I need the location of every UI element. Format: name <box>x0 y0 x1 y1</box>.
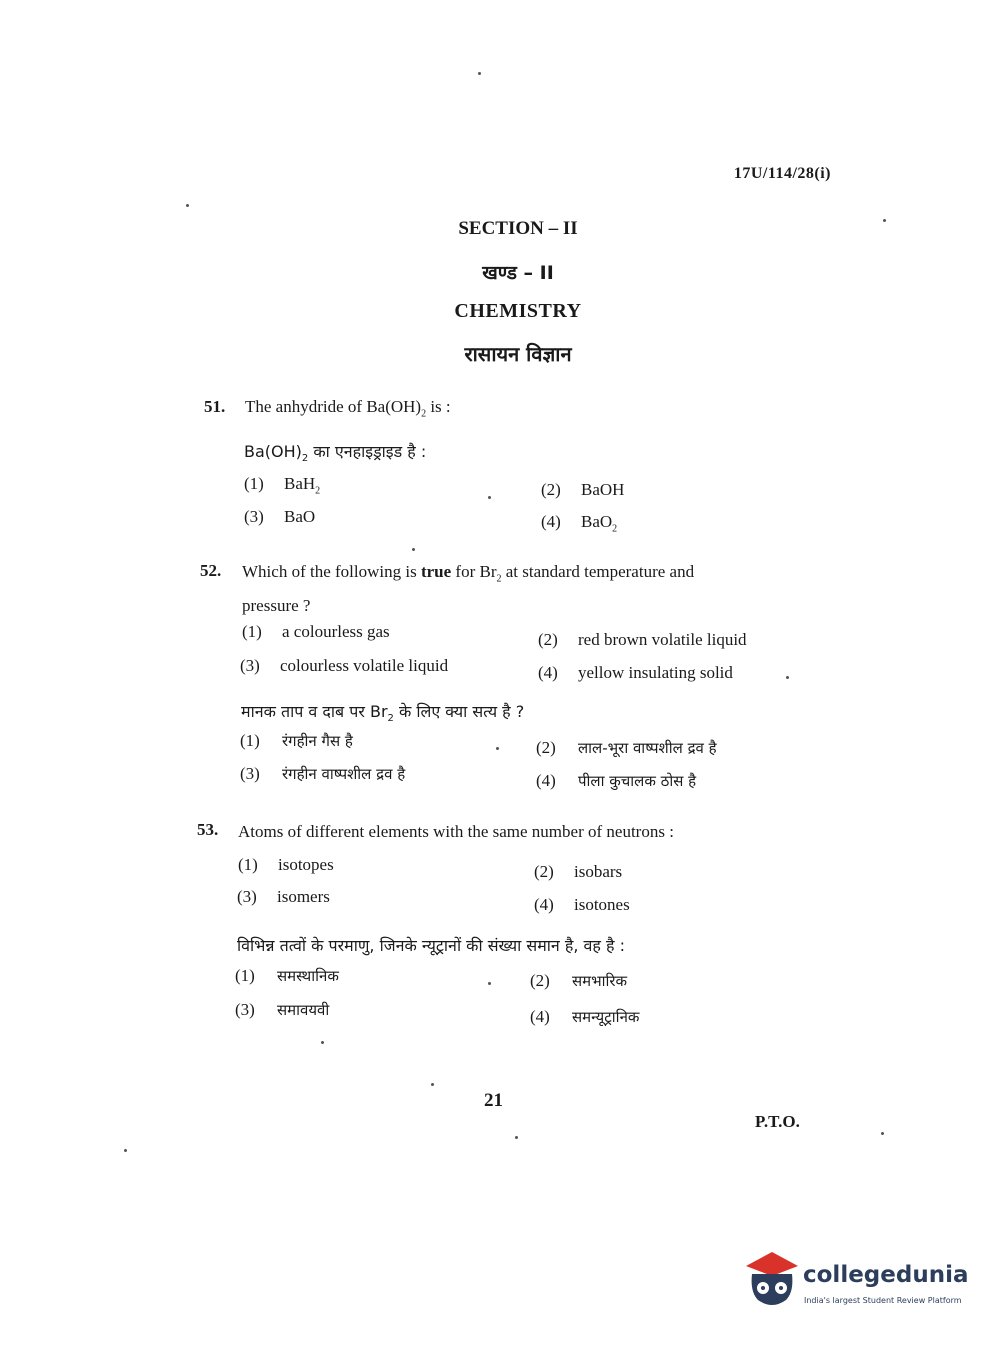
question-number: 51. <box>204 397 226 416</box>
option-hindi-1: (1) समस्थानिक <box>235 966 339 985</box>
option-4: (4) yellow insulating solid <box>538 663 733 682</box>
scan-speck <box>124 1149 127 1152</box>
option-hindi-4: (4) समन्यूट्रानिक <box>530 1007 640 1026</box>
option-2: (2) BaOH <box>541 480 625 499</box>
question-text-hindi: विभिन्न तत्वों के परमाणु, जिनके न्यूट्रानों की संख्या समान है, वह है : <box>237 936 625 955</box>
scan-speck <box>883 219 886 222</box>
option-3: (3) colourless volatile liquid <box>240 656 449 675</box>
option-3: (3) isomers <box>237 887 330 906</box>
scan-speck <box>488 496 491 499</box>
question-text-hindi: $Ba(OH)_2$ का एनहाइड्राइड है : <box>244 442 427 465</box>
paper-code: 17U/114/28(i) <box>733 165 831 182</box>
option-4: (4) isotones <box>534 895 630 914</box>
option-1: (1) a colourless gas <box>242 622 390 641</box>
scan-speck <box>186 204 189 207</box>
option-1: (1) BaH$_2$ <box>244 474 321 497</box>
scan-speck <box>431 1083 434 1086</box>
option-hindi-2: (2) समभारिक <box>530 971 628 990</box>
option-1: (1) isotopes <box>238 855 334 874</box>
option-3: (3) BaO <box>244 507 316 526</box>
scan-speck <box>321 1041 324 1044</box>
question-number: 52. <box>200 561 222 580</box>
option-hindi-2: (2) लाल-भूरा वाष्पशील द्रव है <box>536 738 717 757</box>
subject-title-hindi: रासायन विज्ञान <box>464 342 572 366</box>
scan-speck <box>478 72 481 75</box>
watermark-tagline: India's largest Student Review Platform <box>804 1296 962 1305</box>
question-text: Which of the following is true for $Br_2$ at standard temperature and pressure ? <box>242 562 695 616</box>
question-text-hindi: मानक ताप व दाब पर $Br_2$ के लिए क्या सत्य है ? <box>241 702 525 725</box>
scan-speck <box>496 747 499 750</box>
page-number: 21 <box>484 1090 503 1111</box>
scan-speck <box>881 1132 884 1135</box>
scan-speck <box>412 548 415 551</box>
option-hindi-4: (4) पीला कुचालक ठोस है <box>536 771 697 790</box>
option-hindi-3: (3) समावयवी <box>235 1000 330 1019</box>
scan-speck <box>786 676 789 679</box>
question-number: 53. <box>197 820 219 839</box>
scan-speck <box>488 982 491 985</box>
watermark-brand: collegedunia <box>803 1262 969 1288</box>
pto-label: P.T.O. <box>755 1112 800 1131</box>
question-text: The anhydride of $Ba(OH)_2$ is : <box>245 397 451 420</box>
option-hindi-3: (3) रंगहीन वाष्पशील द्रव है <box>240 764 406 783</box>
option-4: (4) BaO$_2$ <box>541 512 618 535</box>
option-2: (2) isobars <box>534 862 623 881</box>
section-title-hindi: खण्ड – II <box>482 262 554 284</box>
collegedunia-mascot-icon <box>742 1248 802 1314</box>
scan-speck <box>515 1136 518 1139</box>
option-hindi-1: (1) रंगहीन गैस है <box>240 731 353 750</box>
question-text: Atoms of different elements with the same number of neutrons : <box>238 822 674 841</box>
subject-title: CHEMISTRY <box>454 300 582 322</box>
option-2: (2) red brown volatile liquid <box>538 630 747 649</box>
section-title: SECTION – II <box>458 218 578 239</box>
